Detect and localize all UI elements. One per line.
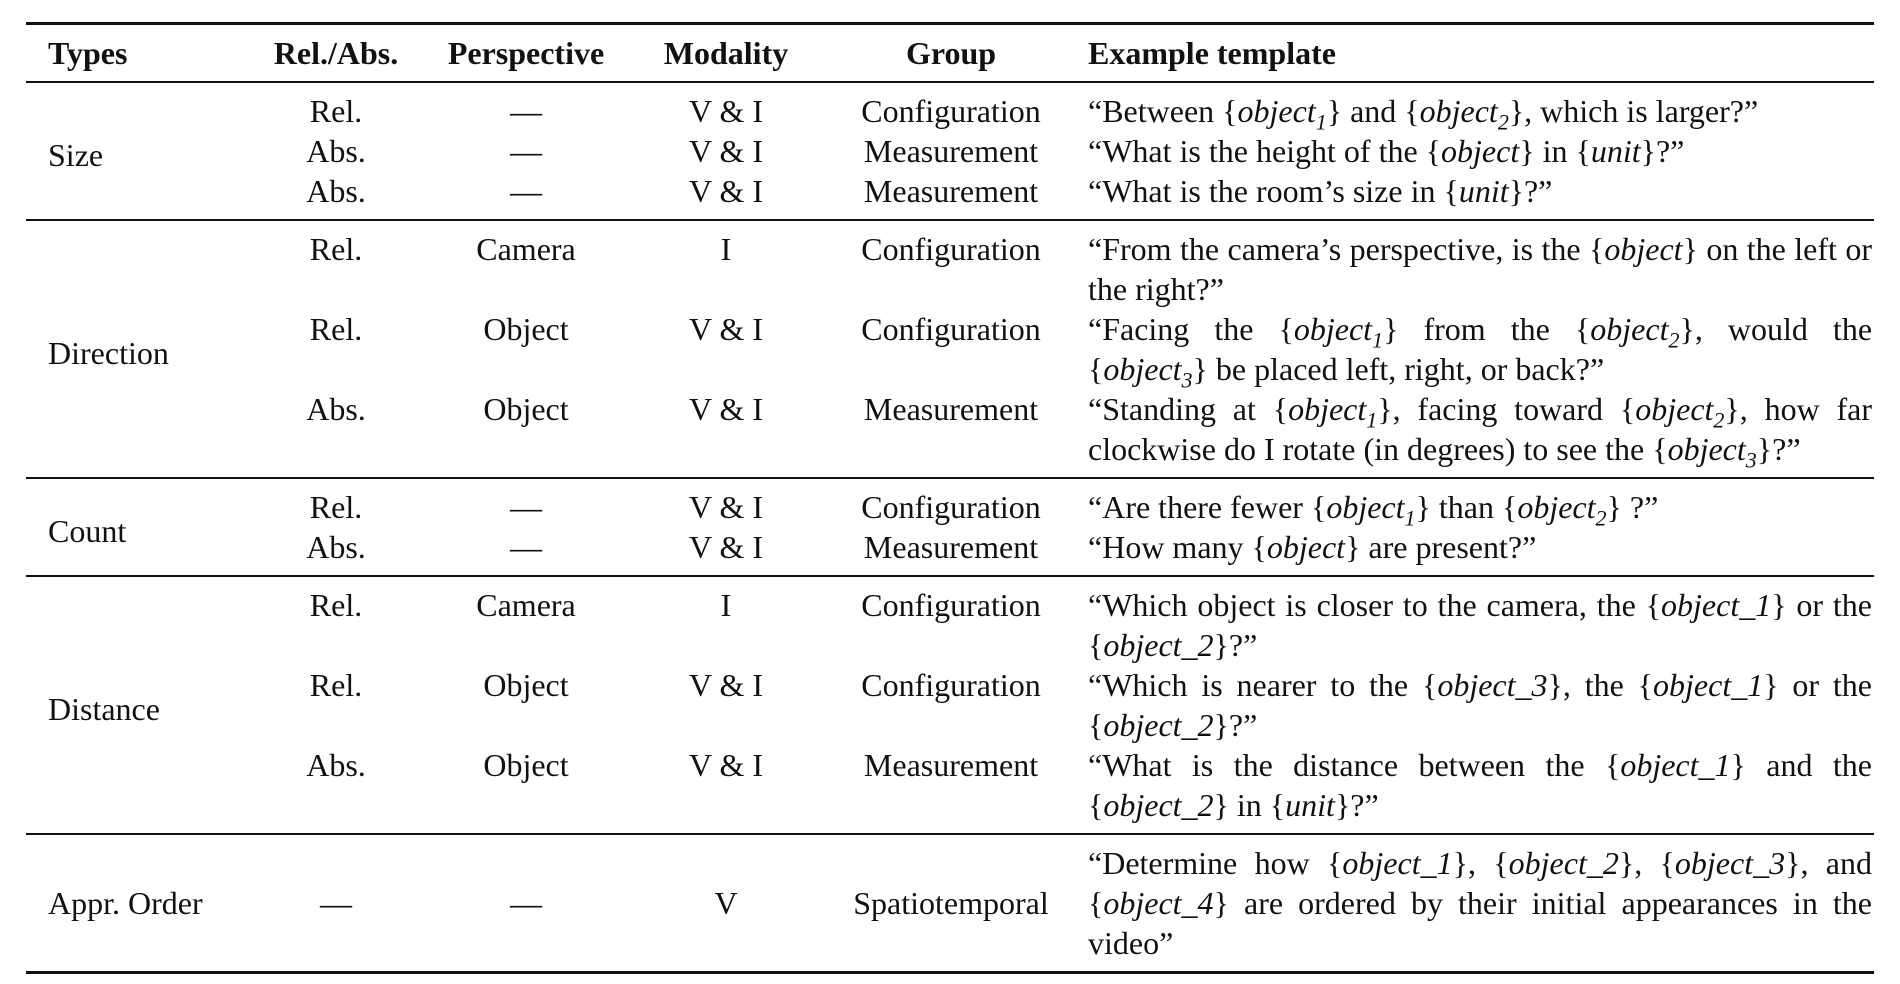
header-perspective: Perspective <box>426 24 626 83</box>
modality-cell: V & I <box>688 667 764 703</box>
group-cell: Spatiotemporal <box>826 834 1076 973</box>
group-cell: Configuration <box>861 231 1041 267</box>
table-row <box>26 745 1874 834</box>
header-rel-abs: Rel./Abs. <box>246 24 426 83</box>
example-template-cell: “Are there fewer {object$_1$} than {object$_2$} ?” <box>1088 489 1659 531</box>
rel-abs-cell: Abs. <box>246 527 426 576</box>
modality-cell: V & I <box>688 133 764 169</box>
header-example-template: Example template <box>1076 24 1874 83</box>
group-cell: Measurement <box>826 171 1076 220</box>
example-template-cell: “Which object is closer to the camera, the {object_1} or the {object_2}?” <box>1088 587 1873 663</box>
modality-cell: V & I <box>688 93 764 129</box>
group-cell: Measurement <box>863 133 1039 169</box>
rel-abs-cell: Abs. <box>246 171 426 220</box>
example-template-cell: “What is the height of the {object} in {unit}?” <box>1088 133 1685 169</box>
modality-cell: V & I <box>626 745 826 834</box>
header-types: Types <box>26 24 246 83</box>
group-cell: Configuration <box>861 489 1041 525</box>
group-cell: Measurement <box>826 389 1076 478</box>
rel-abs-cell: — <box>246 834 426 973</box>
type-cell: Size <box>26 82 246 220</box>
example-template-cell: “Which is nearer to the {object_3}, the {object_1} or the {object_2}?” <box>1088 667 1872 743</box>
table-row <box>26 131 1874 171</box>
perspective-cell: Camera <box>476 231 576 267</box>
modality-cell: I <box>720 231 732 267</box>
table-row <box>26 834 1874 973</box>
perspective-cell: — <box>426 834 626 973</box>
modality-cell: I <box>720 587 732 623</box>
rel-abs-cell: Rel. <box>309 231 363 267</box>
modality-cell: V & I <box>688 489 764 525</box>
rel-abs-cell: Abs. <box>246 745 426 834</box>
type-cell: Distance <box>26 576 246 834</box>
table-row <box>26 665 1874 745</box>
templates-table-wrapper <box>26 22 1874 974</box>
header-group: Group <box>826 24 1076 83</box>
header-modality: Modality <box>626 24 826 83</box>
modality-cell: V & I <box>626 389 826 478</box>
modality-cell: V & I <box>688 311 764 347</box>
example-template-cell: “Determine how {object_1}, {object_2}, {object_3}, and {object_4} are ordered by their initial appearances in the video” <box>1076 834 1874 973</box>
perspective-cell: — <box>510 489 542 525</box>
table-row <box>26 171 1874 220</box>
example-template-cell: “Standing at {object$_1$}, facing toward {object$_2$}, how far clockwise do I rotate (in degrees) to see the {object$_3$}?” <box>1076 389 1874 478</box>
modality-cell: V & I <box>626 171 826 220</box>
example-template-cell: “What is the distance between the {object_1} and the {object_2} in {unit}?” <box>1076 745 1874 834</box>
table-row <box>26 389 1874 478</box>
question-templates-table <box>26 22 1874 974</box>
group-cell: Configuration <box>861 311 1041 347</box>
header-row <box>26 24 1874 83</box>
perspective-cell: Camera <box>476 587 576 623</box>
table-body <box>26 82 1874 973</box>
perspective-cell: — <box>426 527 626 576</box>
table-row <box>26 527 1874 576</box>
group-cell: Measurement <box>826 745 1076 834</box>
group-cell: Configuration <box>861 667 1041 703</box>
table-row <box>26 309 1874 389</box>
example-template-cell: “Facing the {object$_1$} from the {object$_2$}, would the {object$_3$} be placed left, right, or back?” <box>1088 311 1873 393</box>
rel-abs-cell: Rel. <box>309 667 363 703</box>
perspective-cell: — <box>510 133 542 169</box>
rel-abs-cell: Rel. <box>309 93 363 129</box>
rel-abs-cell: Abs. <box>306 133 366 169</box>
table-row <box>26 82 1874 131</box>
example-template-cell: “What is the room’s size in {unit}?” <box>1076 171 1874 220</box>
type-cell: Direction <box>26 220 246 478</box>
perspective-cell: — <box>426 171 626 220</box>
table-row <box>26 220 1874 309</box>
perspective-cell: Object <box>426 389 626 478</box>
group-cell: Configuration <box>861 93 1041 129</box>
example-template-cell: “Between {object$_1$} and {object$_2$}, which is larger?” <box>1088 93 1759 135</box>
perspective-cell: — <box>510 93 542 129</box>
table-row <box>26 576 1874 665</box>
modality-cell: V & I <box>626 527 826 576</box>
example-template-cell: “From the camera’s perspective, is the {object} on the left or the right?” <box>1088 231 1872 307</box>
perspective-cell: Object <box>426 745 626 834</box>
perspective-cell: Object <box>483 667 569 703</box>
rel-abs-cell: Rel. <box>309 587 363 623</box>
example-template-cell: “How many {object} are present?” <box>1076 527 1874 576</box>
rel-abs-cell: Abs. <box>246 389 426 478</box>
rel-abs-cell: Rel. <box>309 311 363 347</box>
group-cell: Measurement <box>826 527 1076 576</box>
perspective-cell: Object <box>483 311 569 347</box>
type-cell: Count <box>26 478 246 576</box>
table-row <box>26 478 1874 527</box>
table-header <box>26 24 1874 83</box>
group-cell: Configuration <box>861 587 1041 623</box>
type-cell: Appr. Order <box>26 834 246 973</box>
rel-abs-cell: Rel. <box>309 489 363 525</box>
modality-cell: V <box>626 834 826 973</box>
